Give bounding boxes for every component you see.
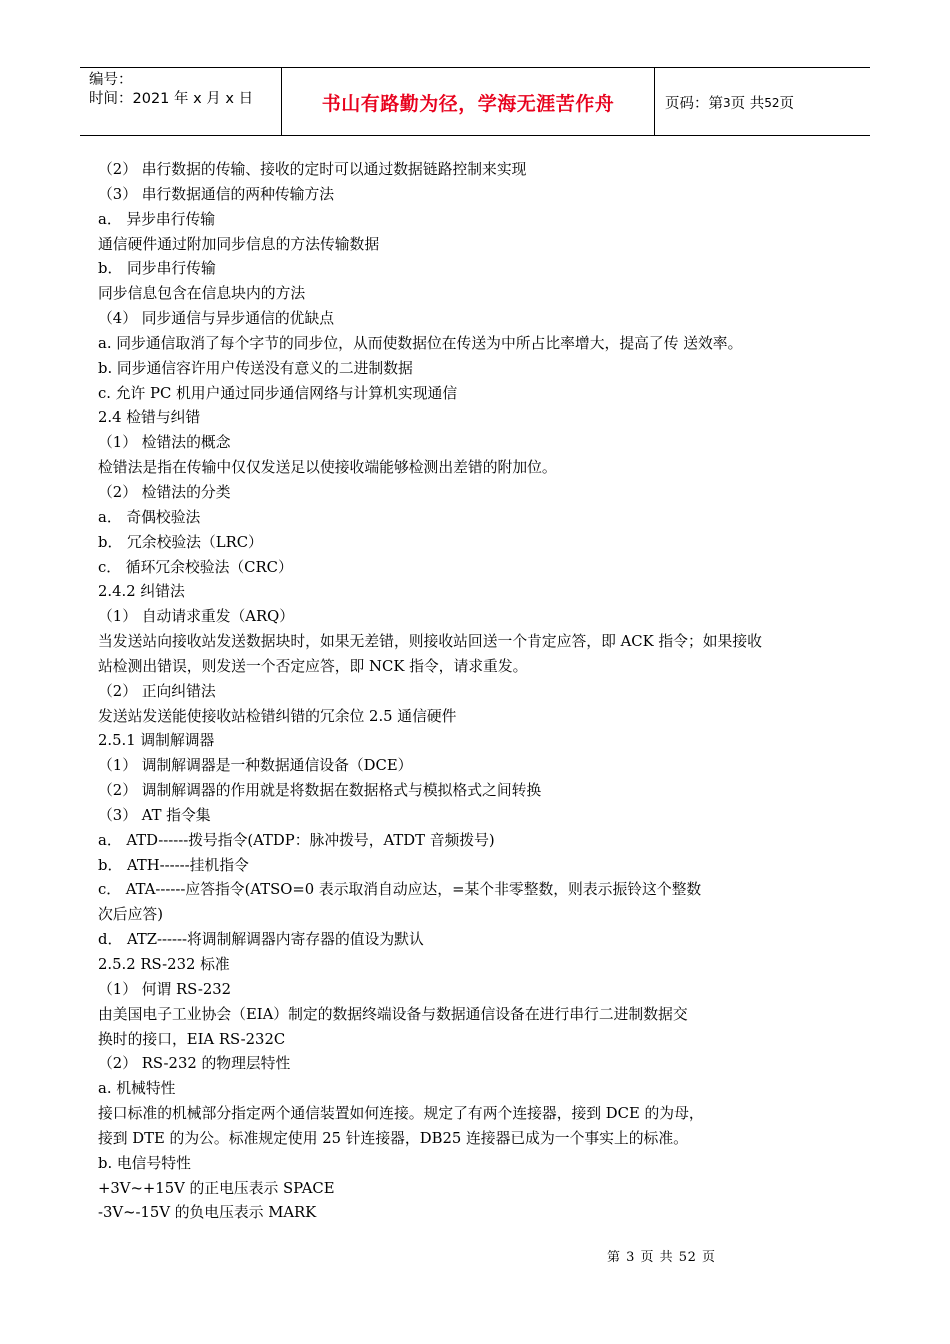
text-line: 换时的接口，EIA RS-232C — [98, 1030, 286, 1048]
document-body — [98, 158, 868, 1226]
text-line: a． 奇偶校验法 — [98, 508, 201, 526]
text-line: 发送站发送能使接收站检错纠错的冗余位 2.5 通信硬件 — [98, 707, 457, 725]
text-line: （1） 何谓 RS-232 — [98, 980, 232, 998]
text-line: （2） 串行数据的传输、接收的定时可以通过数据链路控制来实现 — [98, 161, 527, 178]
text-line: 2.5.1 调制解调器 — [98, 732, 215, 750]
text-line: 2.4 检错与纠错 — [98, 409, 201, 427]
text-line: b. 同步通信容许用户传送没有意义的二进制数据 — [98, 359, 413, 377]
text-line: a. 同步通信取消了每个字节的同步位，从而使数据位在传送为中所占比率增大，提高了传 送效率。 — [98, 334, 743, 352]
page-footer: 第 3 页 共 52 页 — [607, 1250, 716, 1265]
text-line: a. 机械特性 — [98, 1080, 176, 1098]
text-line: （2） 正向纠错法 — [98, 682, 216, 700]
text-line: -3V~-15V 的负电压表示 MARK — [98, 1204, 317, 1222]
text-line: b． ATH------挂机指令 — [98, 856, 249, 874]
text-line: c． 循环冗余校验法（CRC） — [98, 558, 293, 576]
text-line: 当发送站向接收站发送数据块时，如果无差错，则接收站回送一个肯定应答，即 ACK 指令；如果接收 — [98, 633, 762, 651]
text-line: 由美国电子工业协会（EIA）制定的数据终端设备与数据通信设备在进行串行二进制数据交 — [98, 1005, 688, 1023]
text-line: 2.5.2 RS-232 标准 — [98, 956, 230, 973]
text-line: 2.4.2 纠错法 — [98, 583, 185, 601]
header-meta-cell — [80, 68, 282, 135]
page-current: 3 — [723, 95, 731, 110]
text-line: （2） 检错法的分类 — [98, 483, 231, 501]
text-line: 接到 DTE 的为公。标准规定使用 25 针连接器，DB25 连接器已成为一个事实上的标准。 — [98, 1129, 688, 1147]
page-header — [80, 67, 870, 136]
text-line: a． 异步串行传输 — [98, 210, 216, 228]
text-line: c. 允许 PC 机用户通过同步通信网络与计算机实现通信 — [98, 384, 458, 402]
text-line: b． 同步串行传输 — [98, 260, 216, 278]
text-line: （3） 串行数据通信的两种传输方法 — [98, 185, 335, 203]
date-label: 时间：2021 年 x 月 x 日 — [89, 91, 254, 107]
text-line: b． 冗余校验法（LRC） — [98, 533, 263, 551]
page-suffix: 页 — [779, 96, 795, 112]
text-line: +3V~+15V 的正电压表示 SPACE — [98, 1179, 335, 1197]
motto-text: 书山有路勤为径，学海无涯苦作舟 — [321, 93, 615, 115]
text-line: （1） 自动请求重发（ARQ） — [98, 608, 295, 626]
text-line: d． ATZ------将调制解调器内寄存器的值设为默认 — [98, 931, 424, 949]
text-line: 站检测出错误，则发送一个否定应答，即 NCK 指令，请求重发。 — [98, 657, 528, 675]
text-line: （4） 同步通信与异步通信的优缺点 — [98, 310, 335, 328]
text-line: 次后应答) — [98, 906, 163, 924]
text-line: 接口标准的机械部分指定两个通信装置如何连接。规定了有两个连接器，接到 DCE 的为母， — [98, 1105, 704, 1123]
text-line: （2） RS-232 的物理层特性 — [98, 1055, 291, 1073]
text-line: （1） 调制解调器是一种数据通信设备（DCE） — [98, 757, 413, 775]
number-label: 编号： — [89, 72, 133, 88]
page-mid: 页 共 — [730, 96, 765, 112]
text-line: c． ATA------应答指令(ATSO=0 表示取消自动应达，=某个非零整数，则表示振铃这个整数 — [98, 881, 702, 899]
text-line: （3） AT 指令集 — [98, 806, 211, 824]
text-line: 通信硬件通过附加同步信息的方法传输数据 — [98, 235, 380, 253]
text-line: a． ATD------拨号指令(ATDP：脉冲拨号，ATDT 音频拨号) — [98, 831, 495, 849]
text-line: 检错法是指在传输中仅仅发送足以使接收端能够检测出差错的附加位。 — [98, 459, 557, 477]
header-motto-cell — [282, 68, 655, 135]
header-page-cell — [655, 68, 870, 135]
text-line: 同步信息包含在信息块内的方法 — [98, 285, 306, 303]
page-total: 52 — [764, 95, 780, 110]
page-prefix: 页码：第 — [665, 96, 723, 112]
text-line: （1） 检错法的概念 — [98, 434, 231, 452]
text-line: b. 电信号特性 — [98, 1154, 191, 1172]
text-line: （2） 调制解调器的作用就是将数据在数据格式与模拟格式之间转换 — [98, 782, 542, 800]
